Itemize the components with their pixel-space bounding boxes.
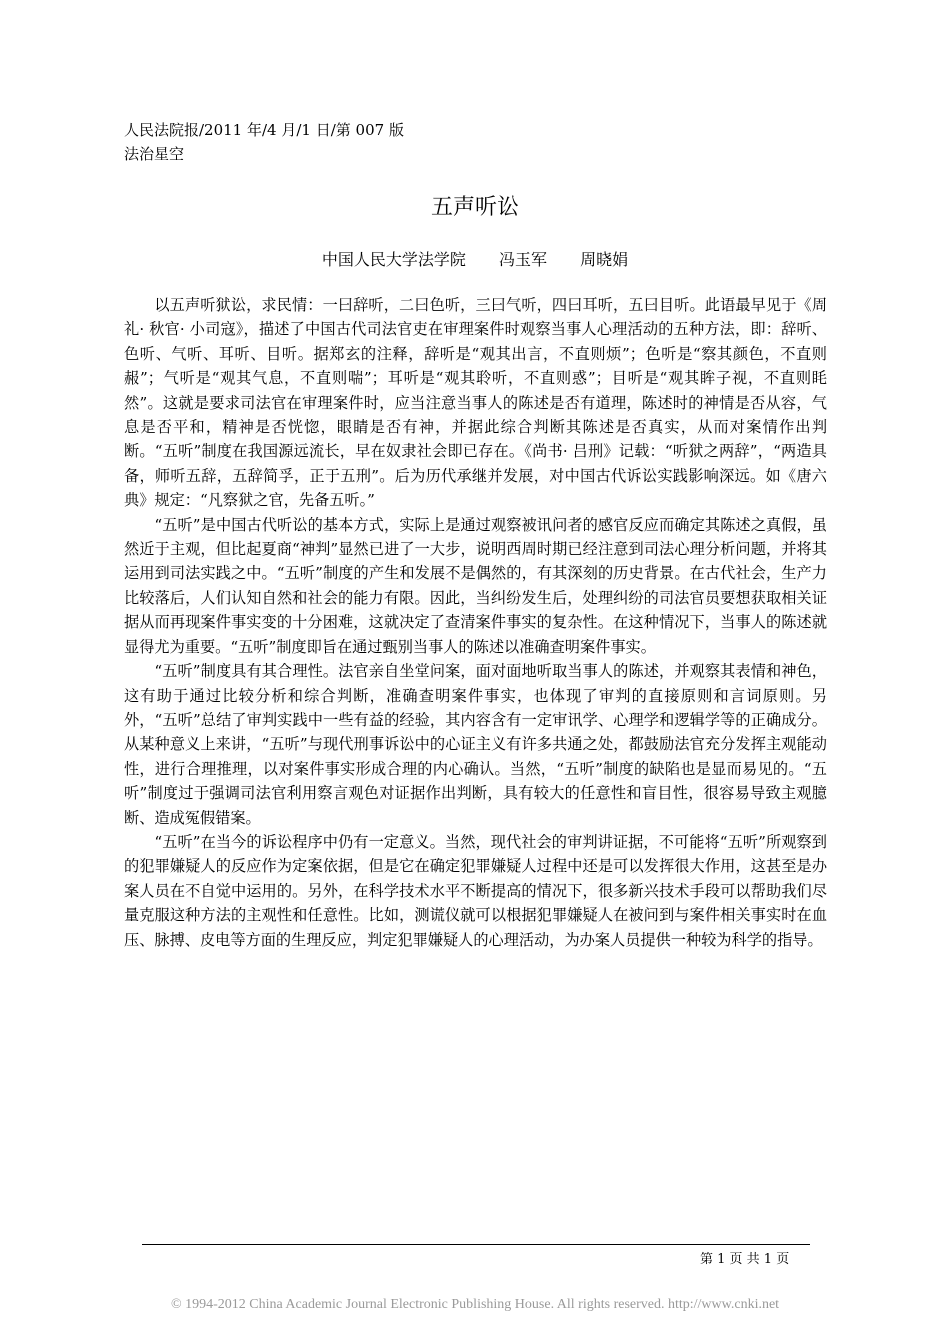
article-body — [124, 293, 827, 952]
page-number: 第 1 页 共 1 页 — [700, 1252, 790, 1267]
article-title: 五声听讼 — [430, 195, 519, 220]
author-name: 周晓娟 — [580, 250, 629, 269]
footer-divider — [142, 1244, 810, 1245]
paragraph: 以五声听狱讼，求民情：一曰辞听，二曰色听，三曰气听，四曰耳听，五曰目听。此语最早见于《周礼· 秋官· 小司寇》，描述了中国古代司法官吏在审理案件时观察当事人心理活动的五种方法，即：辞听、色听、气听、耳听、目听。据郑玄的注释，辞听是“观其出言，不直则烦”；色听是“察其颜色，不直则赧”；气听是“观其气息，不直则喘”；耳听是“观其聆听，不直则惑”；目听是“观其眸子视，不直则眊然”。这就是要求司法官在审理案件时，应当注意当事人的陈述是否有道理，陈述时的神情是否从容，气息是否平和，精神是否恍惚，眼睛是否有神，并据此综合判断其陈述是否真实，从而对案情作出判断。“五听”制度在我国源远流长，早在奴隶社会即已存在。《尚书· 吕刑》记载：“听狱之两辞”，“两造具备，师听五辞，五辞简孚，正于五刑”。后为历代承继并发展，对中国古代诉讼实践影响深远。如《唐六典》规定：“凡察狱之官，先备五听。” — [124, 296, 827, 510]
paragraph: “五听”是中国古代听讼的基本方式，实际上是通过观察被讯问者的感官反应而确定其陈述之真假，虽然近于主观，但比起夏商“神判”显然已进了一大步，说明西周时期已经注意到司法心理分析问题，并将其运用到司法实践之中。“五听”制度的产生和发展不是偶然的，有其深刻的历史背景。在古代社会，生产力比较落后，人们认知自然和社会的能力有限。因此，当纠纷发生后，处理纠纷的司法官员要想获取相关证据从而再现案件事实变的十分困难，这就决定了查清案件事实的复杂性。在这种情况下，当事人的陈述就显得尤为重要。“五听”制度即旨在通过甄别当事人的陈述以准确查明案件事实。 — [124, 515, 827, 656]
author-name: 冯玉军 — [498, 250, 547, 269]
copyright-notice: © 1994-2012 China Academic Journal Electronic Publishing House. All rights reserved. http://www.cnki.net — [170, 1297, 780, 1312]
source-line: 人民法院报/2011 年/4 月/1 日/第 007 版 — [124, 121, 404, 139]
column-name: 法治星空 — [124, 145, 185, 163]
paragraph: “五听”制度具有其合理性。法官亲自坐堂问案，面对面地听取当事人的陈述，并观察其表情和神色，这有助于通过比较分析和综合判断，准确查明案件事实，也体现了审判的直接原则和言词原则。另外，“五听”总结了审判实践中一些有益的经验，其内容含有一定审讯学、心理学和逻辑学等的正确成分。从某种意义上来讲，“五听”与现代刑事诉讼中的心证主义有许多共通之处，都鼓励法官充分发挥主观能动性，进行合理推理，以对案件事实形成合理的内心确认。当然，“五听”制度的缺陷也是显而易见的。“五听”制度过于强调司法官利用察言观色对证据作出判断，具有较大的任意性和盲目性，很容易导致主观臆断、造成冤假错案。 — [124, 662, 827, 827]
paragraph: “五听”在当今的诉讼程序中仍有一定意义。当然，现代社会的审判讲证据，不可能将“五听”所观察到的犯罪嫌疑人的反应作为定案依据，但是它在确定犯罪嫌疑人过程中还是可以发挥很大作用，这甚至是办案人员在不自觉中运用的。另外，在科学技术水平不断提高的情况下，很多新兴技术手段可以帮助我们尽量克服这种方法的主观性和任意性。比如，测谎仪就可以根据犯罪嫌疑人在被问到与案件相关事实时在血压、脉搏、皮电等方面的生理反应，判定犯罪嫌疑人的心理活动，为办案人员提供一种较为科学的指导。 — [124, 832, 827, 949]
author-institution: 中国人民大学法学院 — [321, 250, 466, 269]
source-info — [124, 118, 404, 166]
byline — [0, 247, 950, 270]
